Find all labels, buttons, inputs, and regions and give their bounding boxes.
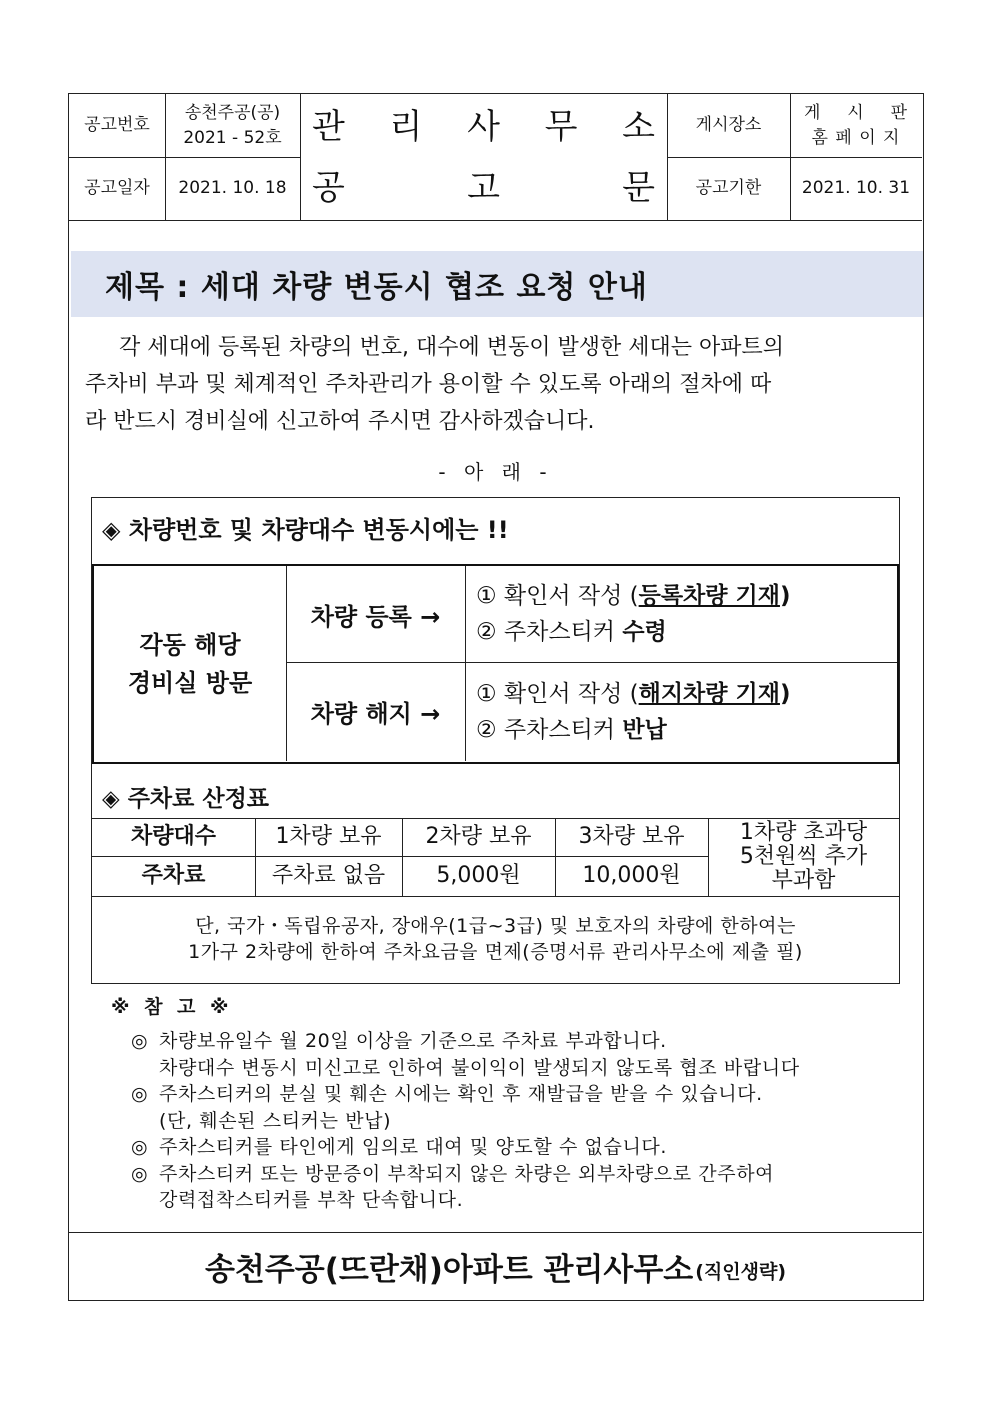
intro-paragraph <box>85 329 905 440</box>
fee-table <box>92 818 899 898</box>
intro-line: 주차비 부과 및 체계적인 주차관리가 용이할 수 있도록 아래의 절차에 따 <box>85 372 772 397</box>
note-item: ◎ 차량보유일수 월 20일 이상을 기준으로 주차료 부과합니다. <box>131 1030 667 1052</box>
cancel-steps <box>476 662 896 761</box>
register-label: 차량 등록 → <box>310 602 441 631</box>
cancel-label: 차량 해지 → <box>310 700 441 728</box>
visit-line1: 각동 해당 <box>139 630 241 659</box>
below-marker: - 아 래 - <box>438 460 553 484</box>
intro-line: 라 반드시 경비실에 신고하여 주시면 감사하겠습니다. <box>85 409 595 434</box>
title-char: 고 <box>467 167 500 208</box>
title-notice <box>300 157 667 220</box>
note-item-cont: (단, 훼손된 스티커는 반납) <box>159 1109 392 1132</box>
title-char: 문 <box>622 167 655 208</box>
deadline-label: 공고기한 <box>695 178 762 199</box>
note-item-cont: 차량대수 변동시 미신고로 인하여 불이익이 발생되지 않도록 협조 바랍니다 <box>159 1056 800 1079</box>
title-char: 소 <box>622 106 655 147</box>
title-char: 사 <box>467 106 500 147</box>
notice-number-label: 공고번호 <box>84 115 150 136</box>
notice-date: 2021. 10. 18 <box>178 178 287 199</box>
title-char: 관 <box>312 106 345 147</box>
fee-extra-line: 1차량 초과당 <box>739 820 868 845</box>
post-place-char: 시 <box>847 102 865 123</box>
register-step-1: ① 확인서 작성 (등록차량 기재) <box>476 583 791 609</box>
post-place <box>790 94 922 157</box>
post-place-char: 게 <box>804 102 822 123</box>
notice-header-table <box>69 94 922 221</box>
title-char: 무 <box>544 106 578 147</box>
register-step-2: ② 주차스티커 수령 <box>476 619 667 645</box>
exempt-line2: 1가구 2차량에 한하여 주차요금을 면제(증명서류 관리사무소에 제출 필) <box>188 941 803 963</box>
intro-line: 각 세대에 등록된 차량의 번호, 대수에 변동이 발생한 세대는 아파트의 <box>119 335 784 360</box>
note-item: ◎ 주차스티커의 분실 및 훼손 시에는 확인 후 재발급을 받을 수 있습니다. <box>131 1083 763 1105</box>
deadline: 2021. 10. 31 <box>801 178 911 199</box>
notice-number <box>165 94 300 157</box>
subject-title: 제목 : 세대 차량 변동시 협조 요청 안내 <box>71 251 923 317</box>
fee-value-2: 5,000원 <box>436 863 521 888</box>
procedure-table <box>92 564 899 764</box>
post-place-char: 판 <box>890 102 908 123</box>
notice-date-label: 공고일자 <box>84 178 150 199</box>
visit-guard-office <box>94 566 286 761</box>
note-item: ◎ 주차스티커 또는 방문증이 부착되지 않은 차량은 외부차량으로 간주하여 <box>131 1162 775 1185</box>
post-place-label: 게시장소 <box>695 115 762 136</box>
fee-value-3: 10,000원 <box>582 863 681 888</box>
fee-extra-note <box>708 818 899 896</box>
notice-number-line2: 2021 - 52호 <box>183 127 282 148</box>
fee-col-2: 2차량 보유 <box>425 824 532 849</box>
fee-col-3: 3차량 보유 <box>578 824 685 849</box>
notes-list <box>131 1028 911 1214</box>
note-item-cont: 강력접착스티커를 부착 단속합니다. <box>159 1189 464 1211</box>
footer-office <box>69 1232 922 1300</box>
section-change-heading: ◈ 차량번호 및 차량대수 변동시에는 !! <box>102 516 509 544</box>
notes-title: ※ 참 고 ※ <box>111 996 233 1018</box>
title-char: 공 <box>312 167 345 208</box>
notice-document <box>68 93 924 1301</box>
fee-exemption <box>92 913 899 965</box>
cancel-step-1: ① 확인서 작성 (해지차량 기재) <box>476 680 791 707</box>
fee-row-head-count: 차량대수 <box>130 824 216 849</box>
note-item: ◎ 주차스티커를 타인에게 임의로 대여 및 양도할 수 없습니다. <box>131 1136 668 1158</box>
register-steps <box>476 566 896 662</box>
procedure-box <box>91 497 900 984</box>
fee-extra-line: 5천원씩 추가 <box>739 844 868 869</box>
office-name: 송천주공(뜨란채)아파트 관리사무소 <box>204 1252 694 1288</box>
title-char: 리 <box>389 106 423 147</box>
fee-value-1: 주차료 없음 <box>271 863 386 888</box>
cancel-step-2: ② 주차스티커 반납 <box>476 716 667 743</box>
fee-extra-line: 부과함 <box>771 868 836 893</box>
seal-note: (직인생략) <box>695 1261 787 1283</box>
title-office <box>300 96 667 159</box>
fee-col-1: 1차량 보유 <box>275 824 382 849</box>
exempt-line1: 단, 국가・독립유공자, 장애우(1급~3급) 및 보호자의 차량에 한하여는 <box>195 915 796 937</box>
fee-row-head-fee: 주차료 <box>141 863 206 888</box>
post-place-line2: 홈 페 이 지 <box>811 127 901 148</box>
section-fee-heading: ◈ 주차료 산정표 <box>102 786 270 812</box>
notice-number-line1: 송천주공(공) <box>184 102 281 123</box>
visit-line2: 경비실 방문 <box>127 668 253 697</box>
